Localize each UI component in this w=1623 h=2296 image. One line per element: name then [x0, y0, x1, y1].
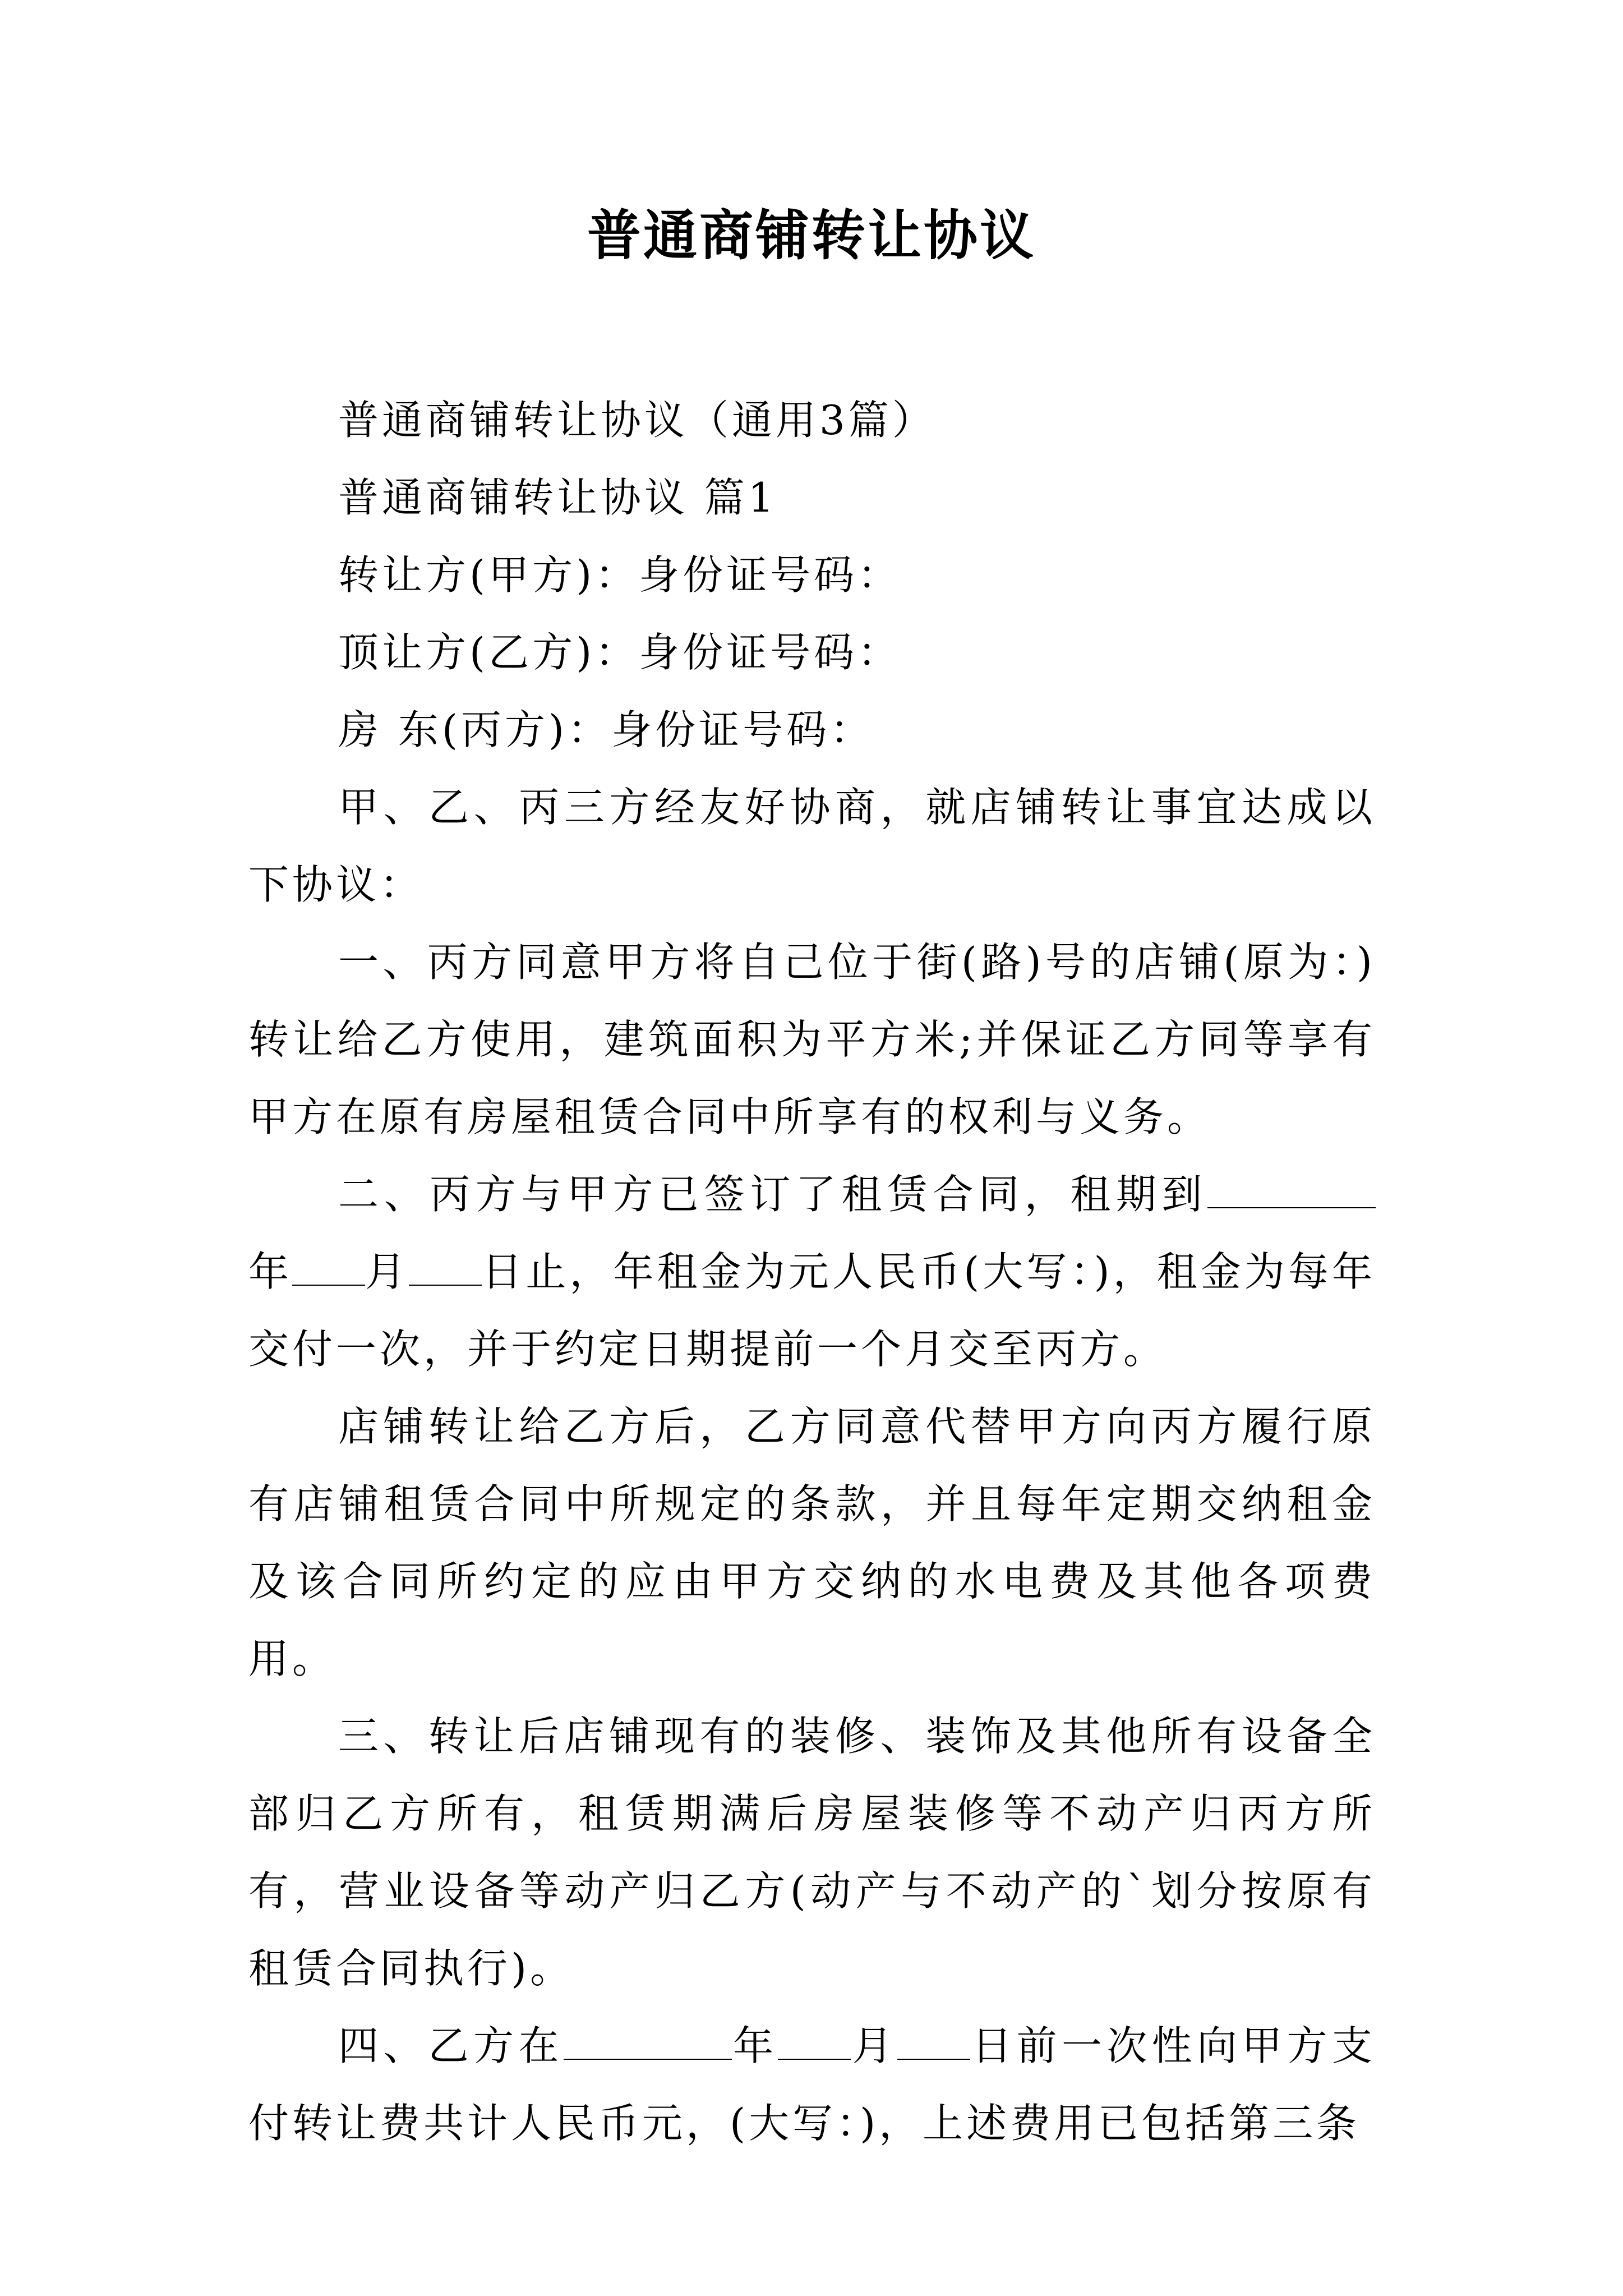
party-c-line: 房 东(丙方)：身份证号码：	[338, 706, 874, 753]
blank-field	[778, 2025, 851, 2060]
clause-2-text-d: 日止，年租金为元人民币(大写：)，租金为每年交付一次，并于约定日期提前一个月交至丙方。	[248, 1248, 1376, 1373]
blank-field	[1207, 1174, 1376, 1208]
blank-field	[897, 2025, 970, 2060]
clause-2-text-a: 二、丙方与甲方已签订了租赁合同，租期到	[338, 1171, 1207, 1218]
blank-field	[292, 1251, 365, 1286]
document-body	[248, 381, 1376, 2162]
clause-4	[248, 2007, 1376, 2162]
party-b-line: 顶让方(乙方)：身份证号码：	[338, 629, 902, 676]
blank-field	[409, 1251, 482, 1286]
clause-2	[248, 1156, 1376, 1388]
clause-4-text-b: 年	[731, 2022, 778, 2069]
clause-1: 一、丙方同意甲方将自己位于街(路)号的店铺(原为：)转让给乙方使用，建筑面积为平方米;并保证乙方同等享有甲方在原有房屋租赁合同中所享有的权利与义务。	[248, 938, 1376, 1140]
clause-2-continued: 店铺转让给乙方后，乙方同意代替甲方向丙方履行原有店铺租赁合同中所规定的条款，并且每年定期交纳租金及该合同所约定的应由甲方交纳的水电费及其他各项费用。	[248, 1403, 1376, 1682]
clause-2-text-b: 年	[248, 1248, 293, 1295]
document-title: 普通商铺转让协议	[587, 204, 1036, 267]
clause-4-text-c: 月	[851, 2022, 897, 2069]
blank-field	[564, 2025, 732, 2060]
document-subtitle: 普通商铺转让协议（通用3篇）	[338, 397, 936, 444]
clause-4-text-d: 日前一次性向甲方支付转让费共计人民币元，(大写：)，上述费用已包括第三条	[248, 2022, 1376, 2147]
clause-4-text-a: 四、乙方在	[338, 2022, 564, 2069]
section-heading: 普通商铺转让协议 篇1	[338, 474, 777, 521]
intro-paragraph: 甲、乙、丙三方经友好协商，就店铺转让事宜达成以下协议：	[248, 784, 1376, 908]
clause-3: 三、转让后店铺现有的装修、装饰及其他所有设备全部归乙方所有，租赁期满后房屋装修等不动产归丙方所有，营业设备等动产归乙方(动产与不动产的`划分按原有租赁合同执行)。	[248, 1713, 1376, 1992]
clause-2-text-c: 月	[365, 1248, 409, 1295]
party-a-line: 转让方(甲方)：身份证号码：	[338, 551, 902, 599]
